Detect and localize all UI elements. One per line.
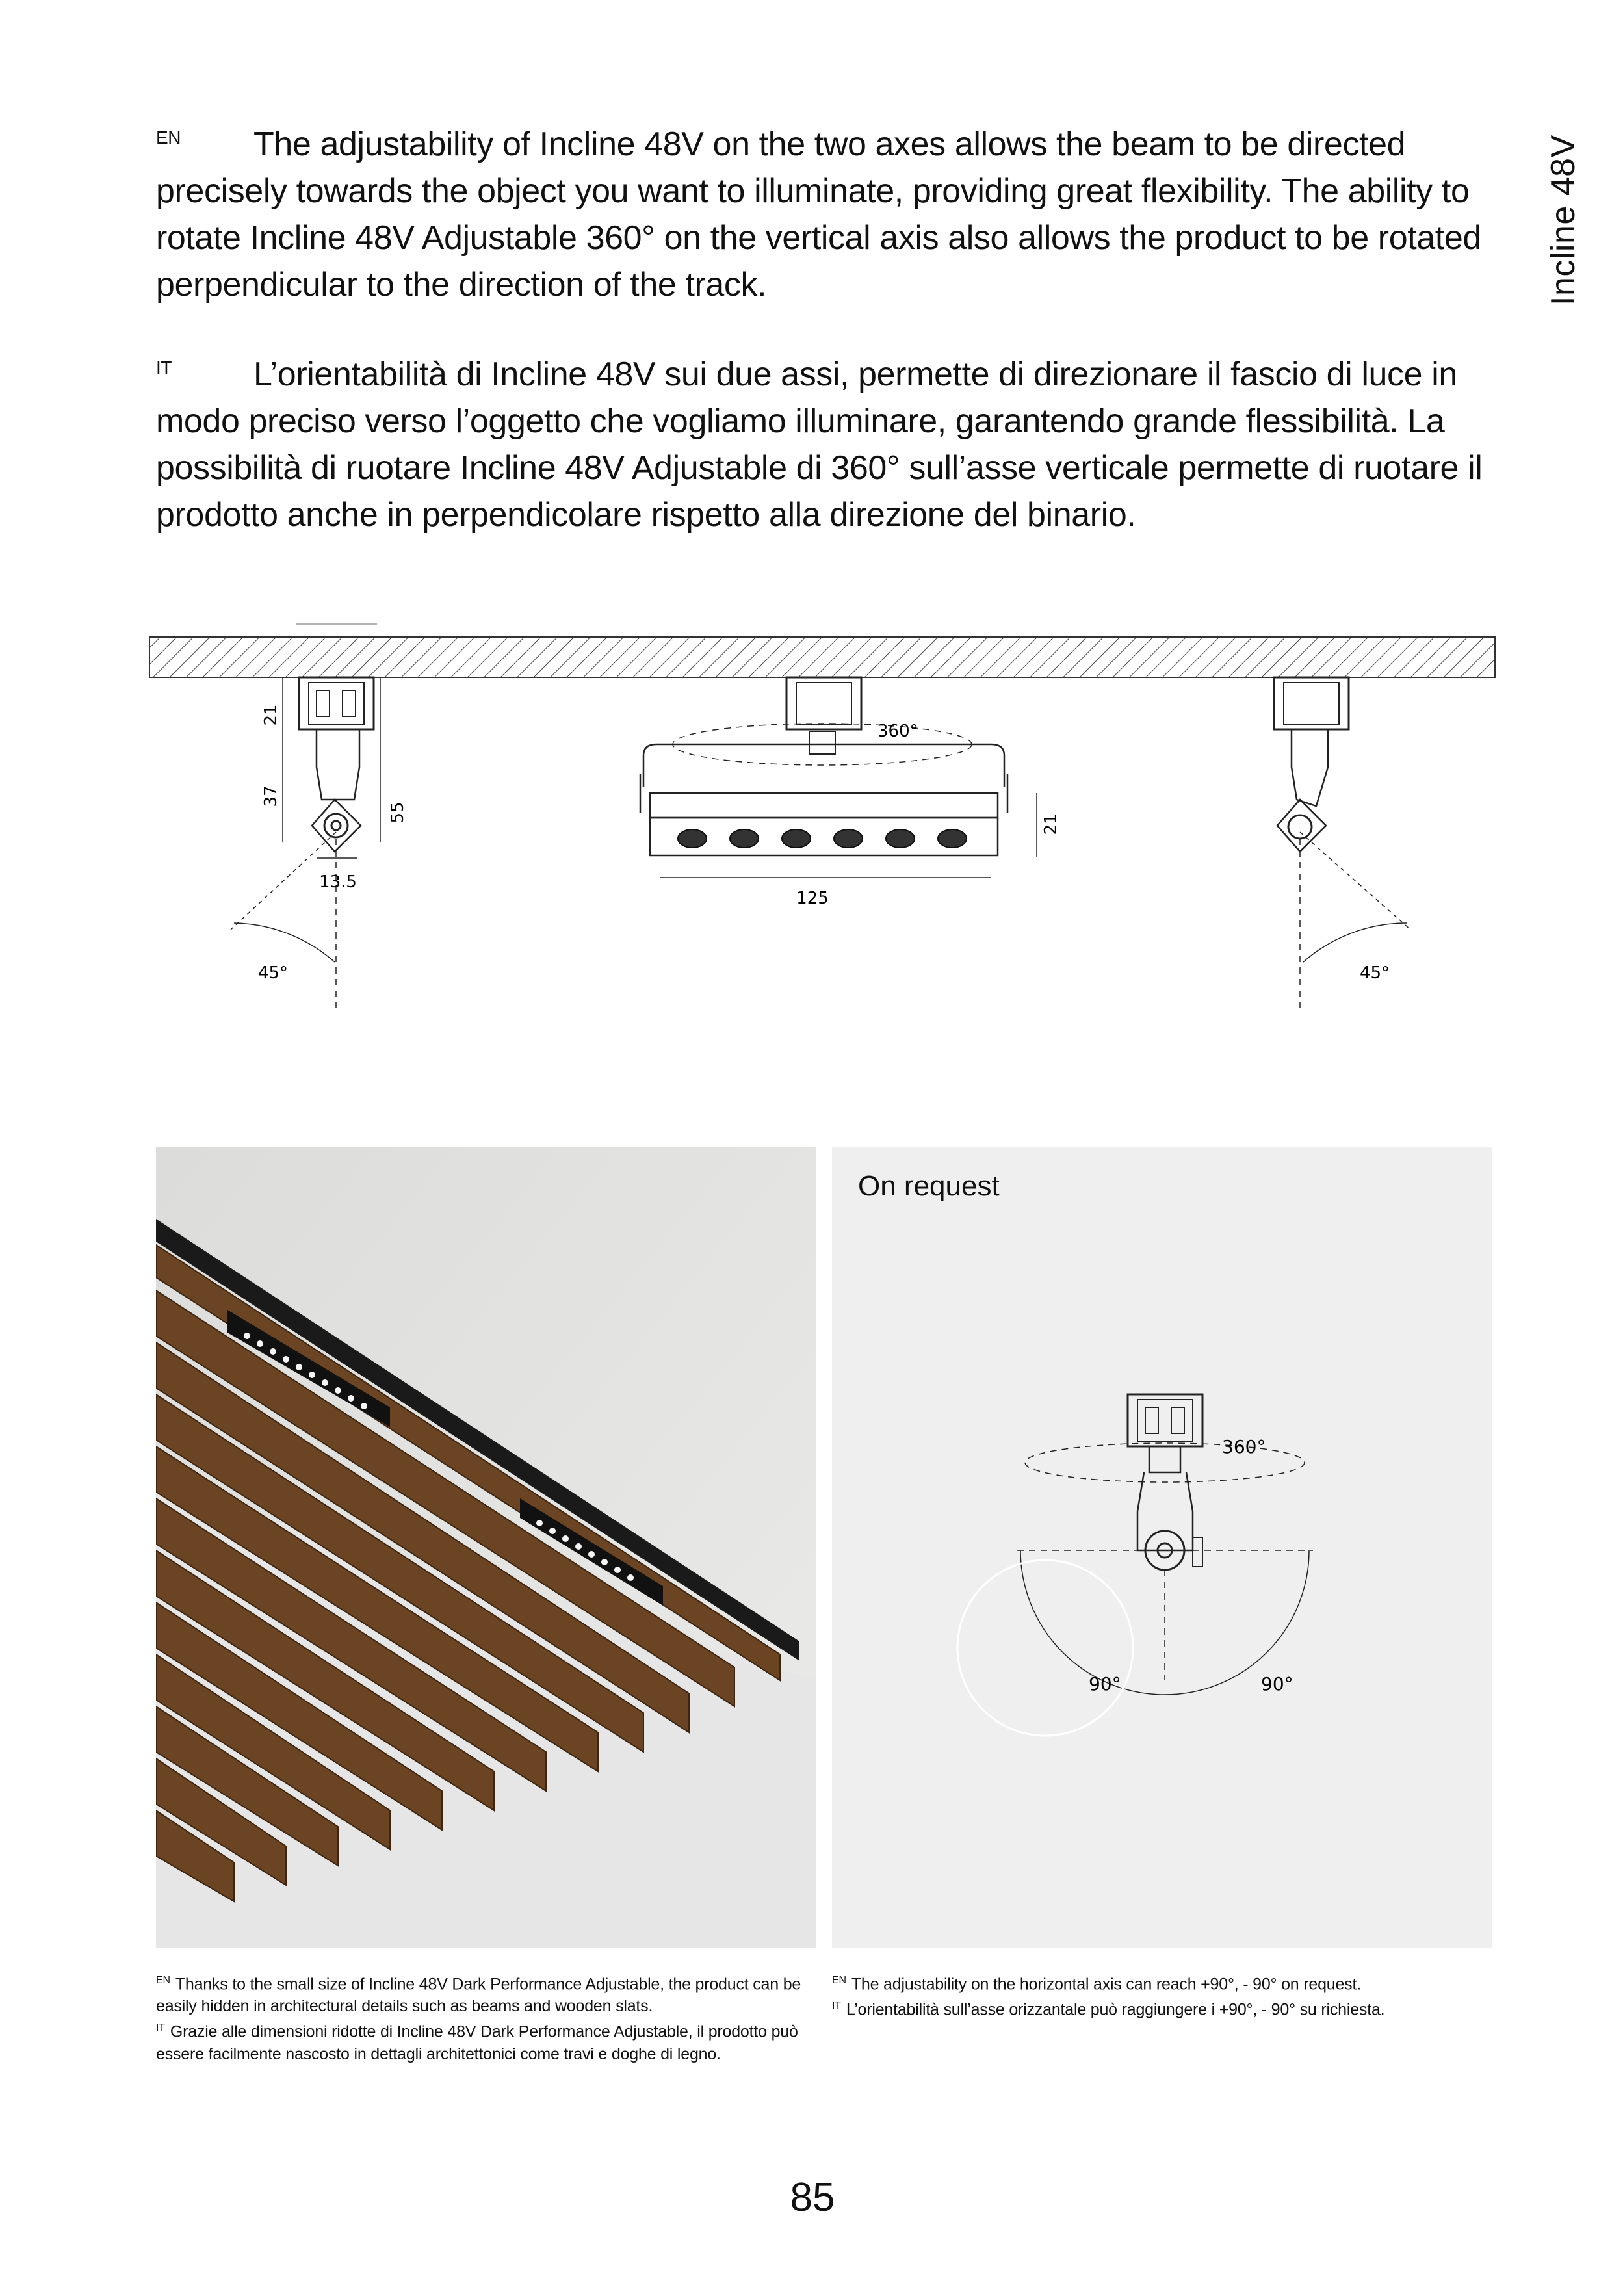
dim-21-left: 21	[261, 704, 281, 726]
side-title: Incline 48V	[1544, 135, 1582, 306]
ceiling-hatch	[149, 637, 1495, 677]
center-luminaire-drawing	[640, 677, 1037, 878]
rotation-label: 360°	[877, 722, 918, 741]
center-luminaire-lenses	[678, 829, 967, 848]
wooden-slats-illustration	[156, 1147, 816, 1948]
caption-right-en: The adjustability on the horizontal axis can reach +90°, - 90° on request.	[851, 1975, 1361, 1994]
caption-right-en-tag: EN	[832, 1975, 846, 1986]
caption-left-en-tag: EN	[156, 1975, 170, 1986]
paragraph-en-text: The adjustability of Incline 48V on the two axes allows the beam to be directed precisely towards the object you want to illuminate, providing great flexibility. The ability to rotate Incline 48V Adjustable 360° on the vertical axis also allows the product to be rotated perpendicular to the direction of the track.	[156, 125, 1481, 304]
paragraph-en: EN The adjustability of Incline 48V on the two axes allows the beam to be directed precisely towards the object you want to illuminate, providing great flexibility. The ability to rotate Incline 48V Adjustable 360° on the vertical axis also allows the product to be rotated perpendicular to the direction of the track.	[156, 125, 1481, 304]
angle-left: 45°	[257, 963, 289, 983]
left-luminaire-drawing	[231, 677, 380, 1008]
panel-rotation-label: 360°	[1222, 1436, 1266, 1457]
dim-55: 55	[388, 802, 408, 824]
caption-right-it: L’orientabilità sull’asse orizzantale può raggiungere i +90°, - 90° su richiesta.	[846, 2000, 1385, 2019]
panel-title: On request	[858, 1170, 1000, 1202]
caption-left-it-tag: IT	[156, 2022, 165, 2034]
installation-photo	[156, 1147, 816, 1948]
dim-13-5: 13.5	[319, 872, 357, 892]
panel-angle-left: 90°	[1089, 1673, 1121, 1695]
paragraph-it: IT L’orientabilità di Incline 48V sui due assi, permette di direzionare il fascio di luce in modo preciso verso l’oggetto che vogliamo illuminare, garantendo grande flessibilità. La possibilità di ruotare Incline 48V Adjustable di 360° sull’asse verticale permette di ruotare il prodotto anche in perpendicolare rispetto alla direzione del binario.	[156, 356, 1483, 534]
technical-drawing	[146, 618, 1498, 1008]
paragraph-it-text: L’orientabilità di Incline 48V sui due assi, permette di direzionare il fascio di luce in modo preciso verso l’oggetto che vogliamo illuminare, garantendo grande flessibilità. La possibilità di ruotare Incline 48V Adjustable di 360° sull’asse verticale permette di ruotare il prodotto anche in perpendicolare rispetto alla direzione del binario.	[156, 356, 1483, 534]
caption-right-it-tag: IT	[832, 2000, 841, 2012]
caption-right	[832, 1970, 1482, 2021]
panel-angle-right: 90°	[1261, 1673, 1293, 1695]
horizontal-axis-drawing	[832, 1147, 1492, 1948]
dim-21-center: 21	[1041, 813, 1061, 835]
dim-37: 37	[261, 785, 281, 807]
caption-left-it: Grazie alle dimensioni ridotte di Incline 48V Dark Performance Adjustable, il prodotto può essere facilmente nascosto in dettagli architettonici come travi e doghe di legno.	[156, 2022, 798, 2063]
on-request-panel	[832, 1147, 1492, 1948]
angle-right: 45°	[1359, 963, 1390, 983]
caption-left	[156, 1970, 806, 2065]
dim-125: 125	[796, 889, 829, 908]
page-number: 85	[790, 2175, 835, 2220]
caption-left-en: Thanks to the small size of Incline 48V Dark Performance Adjustable, the product can be easily hidden in architectural details such as beams and wooden slats.	[156, 1975, 801, 2016]
right-luminaire-drawing	[1274, 677, 1410, 1008]
